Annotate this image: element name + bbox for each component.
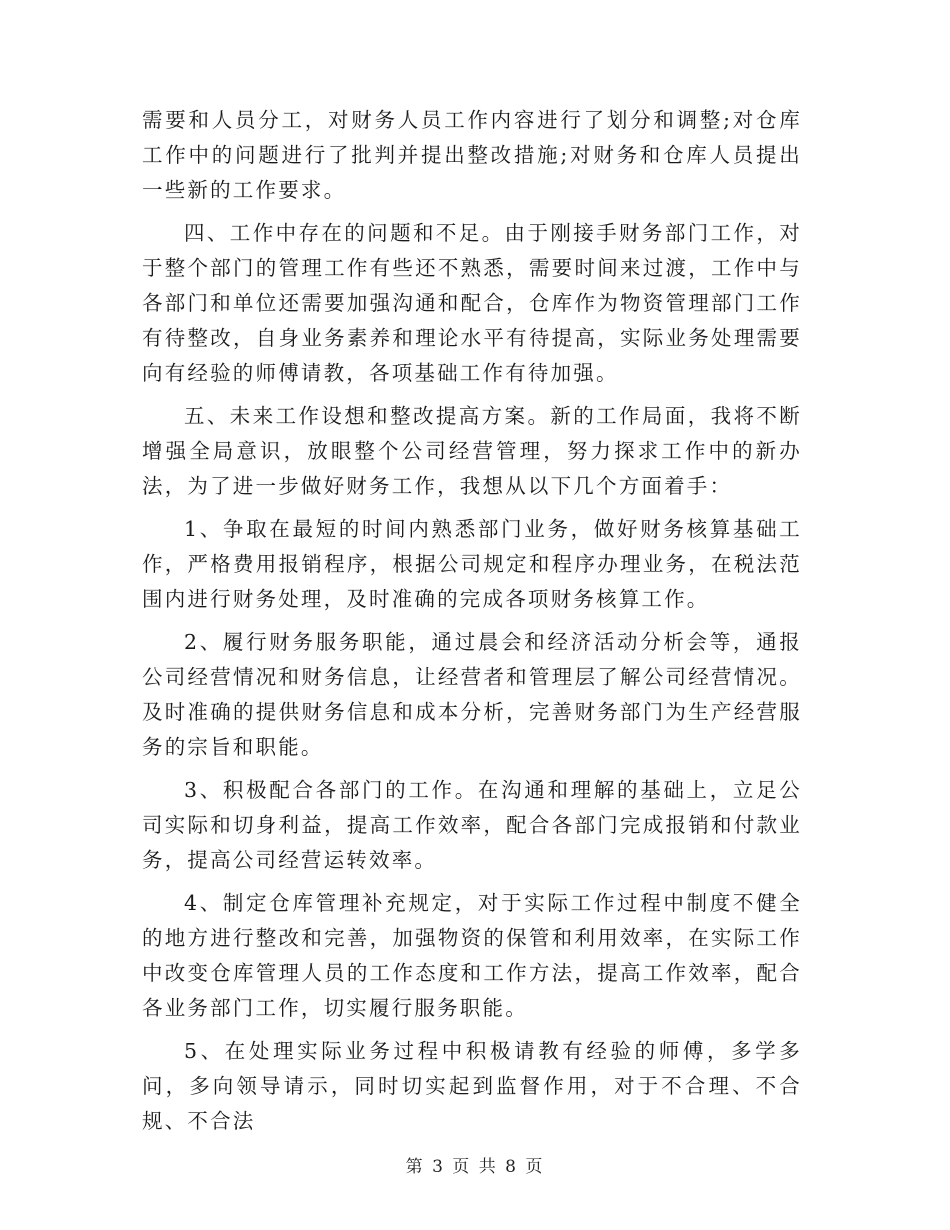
paragraph-continuation: 需要和人员分工，对财务人员工作内容进行了划分和调整;对仓库工作中的问题进行了批判并提出整改措施;对财务和仓库人员提出一些新的工作要求。 [142,108,802,202]
paragraph-item-3: 3、积极配合各部门的工作。在沟通和理解的基础上，立足公司实际和切身利益，提高工作效率，配合各部门完成报销和付款业务，提高公司经营运转效率。 [142,778,802,872]
paragraph-item-2: 2、履行财务服务职能，通过晨会和经济活动分析会等，通报公司经营情况和财务信息，让经营者和管理层了解公司经营情况。及时准确的提供财务信息和成本分析，完善财务部门为生产经营服务的宗旨和职能。 [142,630,802,759]
document-body [142,103,802,1139]
paragraph-problems: 四、工作中存在的问题和不足。由于刚接手财务部门工作，对于整个部门的管理工作有些还不熟悉，需要时间来过渡，工作中与各部门和单位还需要加强沟通和配合，仓库作为物资管理部门工作有待整改，自身业务素养和理论水平有待提高，实际业务处理需要向有经验的师傅请教，各项基础工作有待加强。 [142,221,802,385]
page-number-footer: 第 3 页 共 8 页 [405,1157,545,1177]
paragraph-item-1: 1、争取在最短的时间内熟悉部门业务，做好财务核算基础工作，严格费用报销程序，根据公司规定和程序办理业务，在税法范围内进行财务处理，及时准确的完成各项财务核算工作。 [142,517,802,611]
paragraph-future-plans: 五、未来工作设想和整改提高方案。新的工作局面，我将不断增强全局意识，放眼整个公司经营管理，努力探求工作中的新办法，为了进一步做好财务工作，我想从以下几个方面着手： [142,404,802,498]
paragraph-item-5: 5、在处理实际业务过程中积极请教有经验的师傅，多学多问，多向领导请示，同时切实起到监督作用，对于不合理、不合规、不合法 [142,1039,802,1133]
paragraph-item-4: 4、制定仓库管理补充规定，对于实际工作过程中制度不健全的地方进行整改和完善，加强物资的保管和利用效率，在实际工作中改变仓库管理人员的工作态度和工作方法，提高工作效率，配合各业务部门工作，切实履行服务职能。 [142,891,802,1020]
